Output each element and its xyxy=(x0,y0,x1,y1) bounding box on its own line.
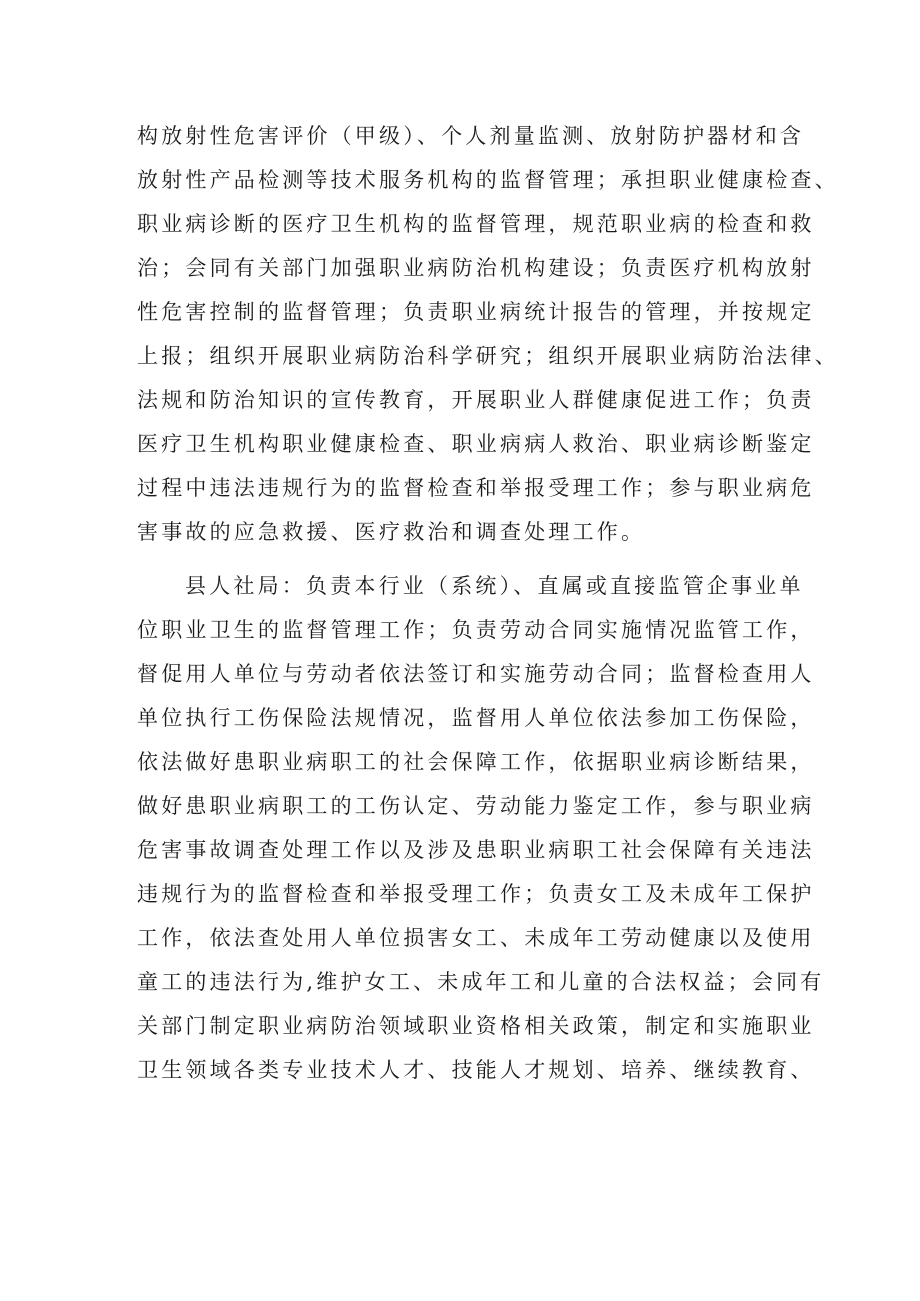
text-line: 性危害控制的监督管理；负责职业病统计报告的管理，并按规定 xyxy=(137,300,815,324)
text-line: 单位执行工伤保险法规情况，监督用人单位依法参加工伤保险， xyxy=(137,706,815,730)
document-body xyxy=(137,114,839,1092)
text-line: 县人社局：负责本行业（系统）、直属或直接监管企事业单 xyxy=(185,574,804,598)
text-line: 职业病诊断的医疗卫生机构的监督管理，规范职业病的检查和救 xyxy=(137,212,815,236)
text-line: 做好患职业病职工的工伤认定、劳动能力鉴定工作，参与职业病 xyxy=(137,794,815,818)
text-line: 过程中违法违规行为的监督检查和举报受理工作；参与职业病危 xyxy=(137,476,815,500)
text-line: 违规行为的监督检查和举报受理工作；负责女工及未成年工保护 xyxy=(137,882,815,906)
text-line: 害事故的应急救援、医疗救治和调查处理工作。 xyxy=(137,520,646,544)
text-line: 上报；组织开展职业病防治科学研究；组织开展职业病防治法律、 xyxy=(137,344,839,368)
text-line: 督促用人单位与劳动者依法签订和实施劳动合同；监督检查用人 xyxy=(137,662,815,686)
text-line: 位职业卫生的监督管理工作；负责劳动合同实施情况监管工作， xyxy=(137,618,815,642)
text-line: 构放射性危害评价（甲级）、个人剂量监测、放射防护器材和含 xyxy=(137,124,805,148)
paragraph-health-commission-duties xyxy=(137,114,839,554)
text-line: 工作，依法查处用人单位损害女工、未成年工劳动健康以及使用 xyxy=(137,926,815,950)
paragraph-hrss-bureau-duties xyxy=(137,564,825,1092)
text-line: 医疗卫生机构职业健康检查、职业病病人救治、职业病诊断鉴定 xyxy=(137,432,815,456)
text-line: 卫生领域各类专业技术人才、技能人才规划、培养、继续教育、 xyxy=(137,1058,815,1082)
text-line: 依法做好患职业病职工的社会保障工作，依据职业病诊断结果， xyxy=(137,750,815,774)
text-line: 治；会同有关部门加强职业病防治机构建设；负责医疗机构放射 xyxy=(137,256,815,280)
text-line: 关部门制定职业病防治领域职业资格相关政策，制定和实施职业 xyxy=(137,1014,815,1038)
text-line: 危害事故调查处理工作以及涉及患职业病职工社会保障有关违法 xyxy=(137,838,815,862)
text-line: 法规和防治知识的宣传教育，开展职业人群健康促进工作；负责 xyxy=(137,388,815,412)
text-line: 童工的违法行为,维护女工、未成年工和儿童的合法权益；会同有 xyxy=(137,970,825,994)
text-line: 放射性产品检测等技术服务机构的监督管理；承担职业健康检查、 xyxy=(137,168,839,192)
